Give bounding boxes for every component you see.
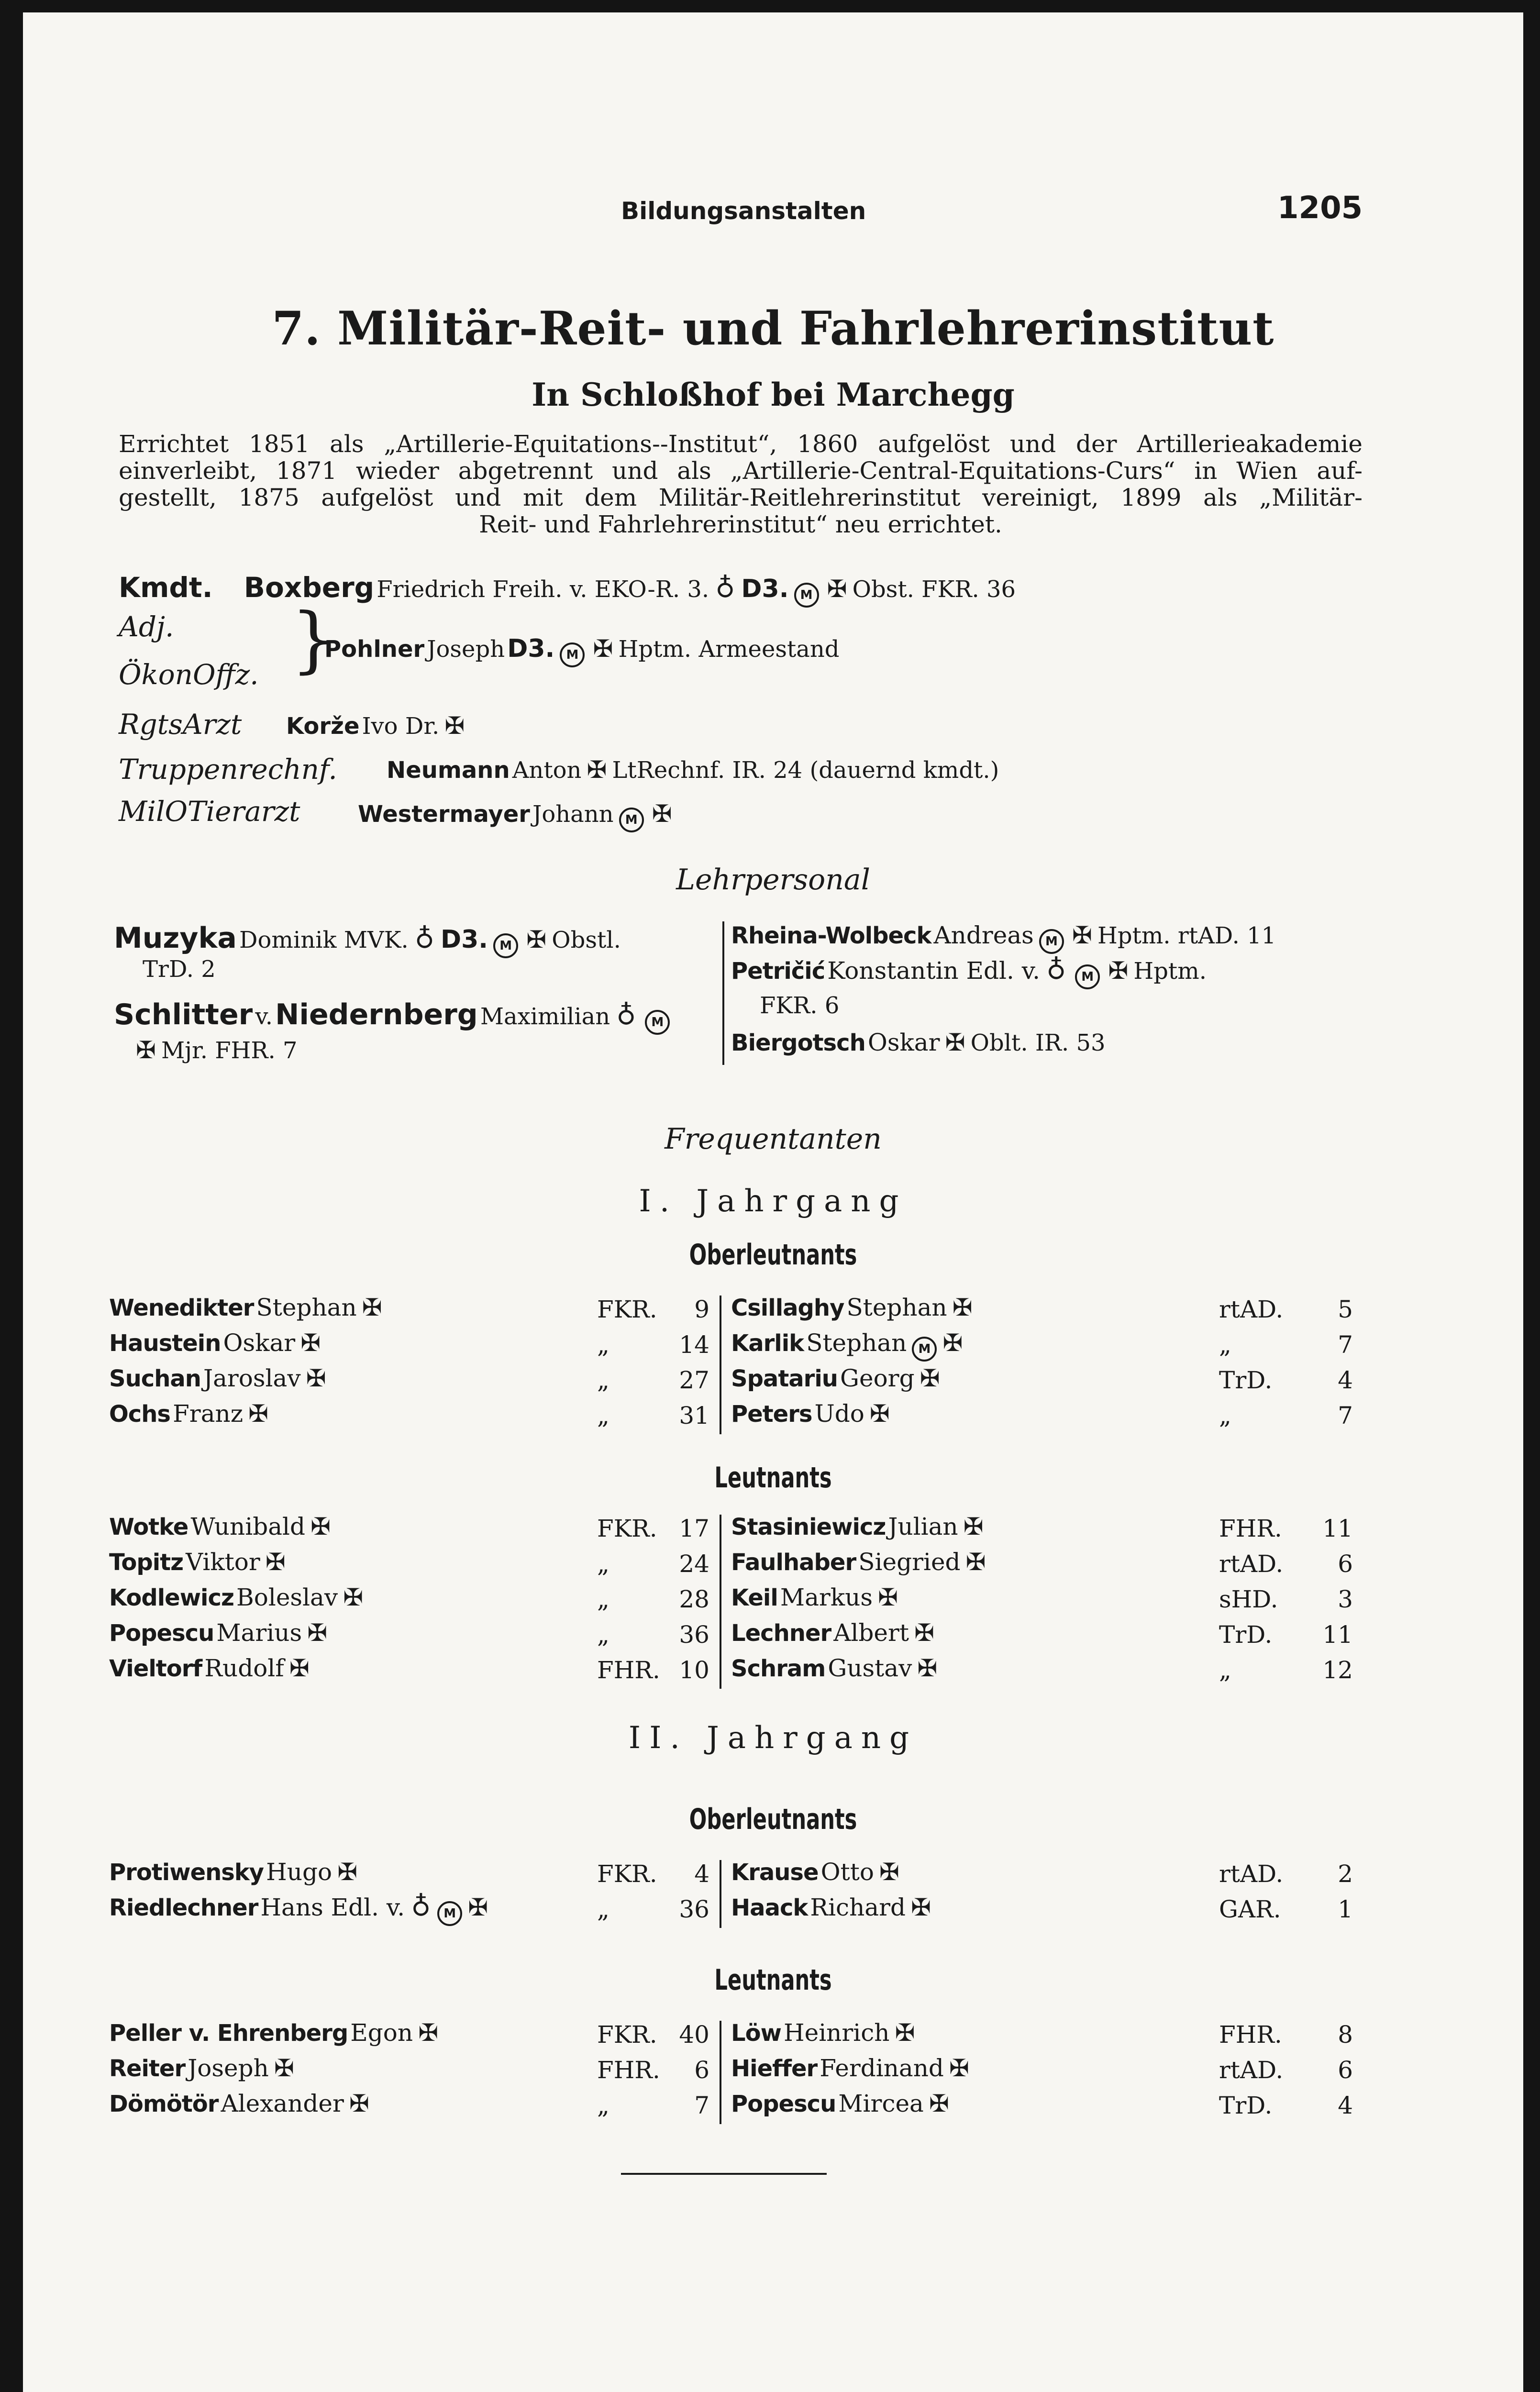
petricic-entry [731,954,1207,989]
unit: „ [597,1895,609,1923]
page-number: 1205 [1277,190,1363,226]
given-name: Albert [833,1619,909,1647]
miltierarzt-entry [358,801,675,832]
cross-icon: ✠ [349,2090,369,2117]
cross-icon: ✠ [343,1584,364,1611]
surname: Karlik [731,1330,804,1357]
unit-number: 8 [1338,2021,1353,2049]
surname: Wenedikter [109,1295,254,1321]
frequentanten-heading: Frequentanten [665,1122,882,1156]
unit-number: 2 [1338,1860,1353,1888]
unit: rtAD. [1219,1296,1284,1323]
roster-name [731,1619,937,1647]
given-name: Udo [814,1400,864,1428]
muzyka-given: Dominik MVK. [239,927,409,953]
kmdt-given: Friedrich Freih. v. EKO-R. 3. [377,576,709,603]
unit: rtAD. [1219,1550,1284,1578]
surname: Stasiniewicz [731,1514,886,1540]
unit-number: 28 [679,1585,709,1613]
cross-icon: ✠ [945,1029,965,1056]
roster-name [731,1329,965,1362]
given-name: Franz [173,1400,244,1428]
cross-icon: ✠ [593,635,613,663]
given-name: Hans Edl. v. [260,1894,405,1921]
unit-number: 4 [1338,2092,1353,2119]
surname: Peters [731,1401,812,1428]
unit: FHR. [1219,2021,1282,2049]
rheina-surname: Rheina-Wolbeck [731,922,931,949]
unit: FHR. [1219,1515,1282,1542]
kmdt-rank: Obst. FKR. 36 [852,576,1016,603]
surname: Vieltorf [109,1655,202,1682]
unit-number: 5 [1338,1296,1353,1323]
given-name: Gustav [828,1654,912,1682]
running-title: Bildungsanstalten [621,197,866,225]
given-name: Richard [810,1894,906,1921]
biergotsch-given: Oskar [867,1029,940,1056]
unit-number: 4 [694,1860,709,1888]
roster-name [731,1294,975,1321]
adj-label: Adj. [119,610,174,643]
unit-number: 6 [1338,1550,1353,1578]
roster-name [109,1294,385,1321]
surname: Dömötör [109,2091,219,2117]
m-badge-icon: M [437,1901,462,1926]
unit: TrD. [1219,1621,1273,1649]
roster-name [109,1858,360,1886]
roster-name [109,1329,323,1357]
surname: Popescu [109,1620,214,1647]
surname: Csillaghy [731,1295,844,1321]
schlitter-cont: Mjr. FHR. 7 [161,1037,298,1064]
order-ornament-icon: ♁ [715,573,735,604]
lehrpersonal-heading: Lehrpersonal [676,863,870,897]
rheina-entry [731,921,1276,954]
surname: Topitz [109,1549,184,1576]
rgtsarzt-surname: Korže [286,713,360,740]
pohlner-surname: Pohlner [324,636,425,663]
rheina-rank: Hptm. rtAD. 11 [1097,922,1276,949]
brace-mark: } [291,598,337,681]
given-name: Boleslav [236,1584,338,1611]
pohlner-entry [324,634,840,667]
miltierarzt-label: MilOTierarzt [119,795,300,828]
roster-name [731,1400,893,1428]
given-name: Stephan [806,1329,907,1357]
cross-icon: ✠ [911,1894,931,1921]
unit: FKR. [597,1296,657,1323]
cross-icon: ✠ [418,2019,439,2047]
unit-number: 10 [679,1656,709,1684]
unit-number: 40 [679,2021,709,2049]
unit-number: 14 [679,1331,709,1359]
roster-name [731,1513,986,1540]
given-name: Viktor [186,1548,260,1576]
given-name: Stephan [846,1294,947,1321]
surname: Protiwensky [109,1859,264,1886]
given-name: Ferdinand [820,2054,944,2082]
cross-icon: ✠ [895,2019,915,2047]
unit: „ [1219,1402,1231,1429]
unit: FHR. [597,2056,660,2084]
cross-icon: ✠ [306,1364,326,1392]
cross-icon: ✠ [1108,957,1129,985]
column-divider [720,2021,721,2124]
roster-name [731,2090,952,2117]
westermayer-given: Johann [532,801,614,828]
roster-name [109,1584,366,1611]
surname: Ochs [109,1401,170,1428]
westermayer-surname: Westermayer [358,801,530,828]
roster-name [109,1513,333,1540]
unit-number: 36 [679,1621,709,1649]
unit: rtAD. [1219,2056,1284,2084]
roster-name [731,1894,934,1921]
roster-name [731,1584,901,1611]
given-name: Mircea [838,2090,924,2117]
given-name: Siegried [858,1548,961,1576]
jahrgang-heading: I. Jahrgang [639,1184,908,1219]
surname: Popescu [731,2091,836,2117]
given-name: Stephan [256,1294,357,1321]
cross-icon: ✠ [920,1364,940,1392]
intro-line: gestellt, 1875 aufgelöst und mit dem Militär-Reitlehrerinstitut vereinigt, 1899 als „Militär- [119,484,1363,511]
oekon-label: ÖkonOffz. [119,658,259,691]
page-title: 7. Militär-Reit- und Fahrlehrerinstitut [272,301,1274,355]
cross-icon: ✠ [307,1619,328,1647]
given-name: Oskar [223,1329,296,1357]
unit: „ [1219,1656,1231,1684]
order-ornament-icon: ♁ [1046,954,1066,986]
given-name: Georg [840,1364,915,1392]
cross-icon: ✠ [914,1619,934,1647]
column-divider [720,1860,721,1928]
roster-name [731,1654,940,1682]
surname: Schram [731,1655,826,1682]
unit: FKR. [597,1860,657,1888]
roster-name [109,2054,297,2082]
unit-number: 3 [1338,1585,1353,1613]
column-divider [720,1515,721,1689]
biergotsch-surname: Biergotsch [731,1030,865,1056]
schlitter-surname2: Niedernberg [275,998,478,1031]
m-badge-icon: M [1075,964,1100,989]
surname: Kodlewicz [109,1584,234,1611]
given-name: Egon [350,2019,413,2047]
unit-number: 24 [679,1550,709,1578]
cross-icon: ✠ [942,1329,963,1357]
given-name: Hugo [266,1858,332,1886]
roster-name [731,2054,972,2082]
unit: FHR. [597,1656,660,1684]
pohlner-rank: Hptm. Armeestand [618,636,840,663]
surname: Krause [731,1859,819,1886]
roster-name [109,2019,441,2047]
page-subtitle: In Schloßhof bei Marchegg [532,376,1015,413]
end-rule [621,2173,827,2175]
roster-name [109,1619,330,1647]
order-ornament-icon: ♁ [616,1000,636,1031]
cross-icon: ✠ [963,1513,984,1540]
cross-icon: ✠ [468,1894,488,1921]
cross-icon: ✠ [136,1036,156,1064]
unit-number: 11 [1322,1515,1353,1542]
unit-number: 31 [679,1402,709,1429]
neumann-given: Anton [512,757,582,784]
cross-icon: ✠ [949,2054,969,2082]
biergotsch-rank: Oblt. IR. 53 [970,1030,1106,1056]
unit: TrD. [1219,2092,1273,2119]
petricic-given: Konstantin Edl. v. [827,957,1041,985]
document-page [23,12,1523,2392]
m-badge-icon: M [794,583,819,608]
given-name: Markus [780,1584,873,1611]
given-name: Otto [820,1858,874,1886]
d3-mark: D3. [440,925,488,954]
unit: „ [597,2092,609,2119]
unit-number: 27 [679,1366,709,1394]
surname: Reiter [109,2055,186,2082]
neumann-surname: Neumann [387,757,510,784]
given-name: Alexander [221,2090,344,2117]
unit-number: 36 [679,1895,709,1923]
given-name: Heinrich [784,2019,890,2047]
unit-number: 12 [1322,1656,1353,1684]
unit: FKR. [597,1515,657,1542]
intro-line: einverleibt, 1871 wieder abgetrennt und als „Artillerie-Central-Equitations-Curs“ in Wien auf- [119,457,1363,485]
rank-heading: Leutnants [714,1461,832,1495]
given-name: Joseph [188,2054,269,2082]
given-name: Wunibald [190,1513,306,1540]
rgtsarzt-entry [286,713,467,740]
unit: „ [597,1585,609,1613]
schlitter-entry [114,998,673,1035]
schlitter-surname: Schlitter [114,998,253,1031]
kmdt-entry [119,571,1016,608]
rgtsarzt-label: RgtsArzt [119,708,242,741]
unit-number: 7 [1338,1331,1353,1359]
unit: „ [597,1621,609,1649]
biergotsch-entry [731,1029,1106,1056]
rank-heading: Leutnants [714,1963,832,1997]
neumann-rank: LtRechnf. IR. 24 (dauernd kmdt.) [612,757,999,784]
muzyka-cont: TrD. 2 [143,956,216,983]
surname: Haack [731,1894,808,1921]
muzyka-rank: Obstl. [552,927,621,953]
unit-number: 7 [1338,1402,1353,1429]
unit: TrD. [1219,1366,1273,1394]
column-divider [722,921,724,1065]
surname: Lechner [731,1620,831,1647]
cross-icon: ✠ [300,1329,321,1357]
order-ornament-icon: ♁ [414,923,434,954]
surname: Keil [731,1584,778,1611]
unit-number: 7 [694,2092,709,2119]
cross-icon: ✠ [310,1513,331,1540]
petricic-cont: FKR. 6 [760,992,840,1019]
kmdt-surname: Boxberg [244,571,375,604]
cross-icon: ✠ [878,1584,898,1611]
roster-name [731,2019,918,2047]
cross-icon: ✠ [274,2054,294,2082]
unit-number: 1 [1338,1895,1353,1923]
roster-name [109,1548,288,1576]
cross-icon: ✠ [337,1858,358,1886]
surname: Spatariu [731,1365,838,1392]
unit: „ [597,1331,609,1359]
cross-icon: ✠ [265,1548,286,1576]
petricic-surname: Petričić [731,958,825,985]
rank-heading: Oberleutnants [689,1238,857,1272]
cross-icon: ✠ [952,1294,973,1321]
unit: „ [597,1550,609,1578]
d3-mark: D3. [741,575,789,603]
pohlner-given: Joseph [427,636,505,663]
surname: Riedlechner [109,1894,258,1921]
unit-number: 17 [679,1515,709,1542]
cross-icon: ✠ [879,1858,899,1886]
m-badge-icon: M [619,808,644,832]
rank-heading: Oberleutnants [689,1803,857,1836]
kmdt-label: Kmdt. [119,571,213,604]
cross-icon: ✠ [652,800,672,828]
m-badge-icon: M [1039,929,1064,954]
given-name: Rudolf [204,1654,284,1682]
unit-number: 6 [694,2056,709,2084]
cross-icon: ✠ [869,1400,890,1428]
cross-icon: ✠ [444,712,465,740]
cross-icon: ✠ [827,575,847,603]
petricic-rank: Hptm. [1133,958,1207,985]
cross-icon: ✠ [587,756,607,784]
unit: rtAD. [1219,1860,1284,1888]
surname: Haustein [109,1330,221,1357]
truppenrechnf-label: Truppenrechnf. [119,753,337,786]
order-ornament-icon: ♁ [411,1891,431,1922]
rheina-given: Andreas [933,921,1034,949]
cross-icon: ✠ [929,2090,949,2117]
roster-name [731,1858,902,1886]
surname: Peller v. Ehrenberg [109,2020,348,2047]
column-divider [720,1296,721,1434]
rgtsarzt-given: Ivo Dr. [362,713,440,740]
unit-number: 11 [1322,1621,1353,1649]
cross-icon: ✠ [526,926,547,953]
unit: „ [597,1402,609,1429]
surname: Suchan [109,1365,201,1392]
m-badge-icon: M [912,1337,937,1362]
unit: „ [597,1366,609,1394]
intro-line: Reit- und Fahrlehrerinstitut“ neu errichtet. [479,510,1002,538]
cross-icon: ✠ [362,1294,382,1321]
schlitter-given: Maximilian [480,1003,610,1030]
m-badge-icon: M [645,1010,670,1035]
cross-icon: ✠ [289,1654,310,1682]
truppenrechnf-entry [387,757,999,784]
cross-icon: ✠ [248,1400,269,1428]
unit-number: 6 [1338,2056,1353,2084]
cross-icon: ✠ [1072,921,1092,949]
surname: Hieffer [731,2055,818,2082]
muzyka-surname: Muzyka [114,921,237,955]
surname: Faulhaber [731,1549,856,1576]
unit-number: 9 [694,1296,709,1323]
unit: „ [1219,1331,1231,1359]
unit: sHD. [1219,1585,1278,1613]
d3-mark: D3. [507,634,555,663]
schlitter-cont-line [133,1037,298,1064]
m-badge-icon: M [493,933,518,958]
muzyka-entry [114,921,621,958]
unit-number: 4 [1338,1366,1353,1394]
intro-line: Errichtet 1851 als „Artillerie-Equitations--Institut“, 1860 aufgelöst und der Artillerieakademie [119,430,1363,458]
given-name: Jaroslav [203,1364,301,1392]
roster-name [109,1364,329,1392]
m-badge-icon: M [560,642,585,667]
surname: Löw [731,2020,781,2047]
unit: FKR. [597,2021,657,2049]
roster-name [731,1364,943,1392]
jahrgang-heading: II. Jahrgang [628,1720,918,1756]
unit: GAR. [1219,1895,1281,1923]
surname: Wotke [109,1514,188,1540]
given-name: Marius [216,1619,302,1647]
given-name: Julian [888,1513,958,1540]
roster-name [109,2090,372,2117]
cross-icon: ✠ [917,1654,938,1682]
roster-name [109,1891,491,1926]
roster-name [109,1400,271,1428]
schlitter-particle: v. [255,1003,273,1030]
roster-name [731,1548,989,1576]
cross-icon: ✠ [965,1548,986,1576]
roster-name [109,1654,312,1682]
